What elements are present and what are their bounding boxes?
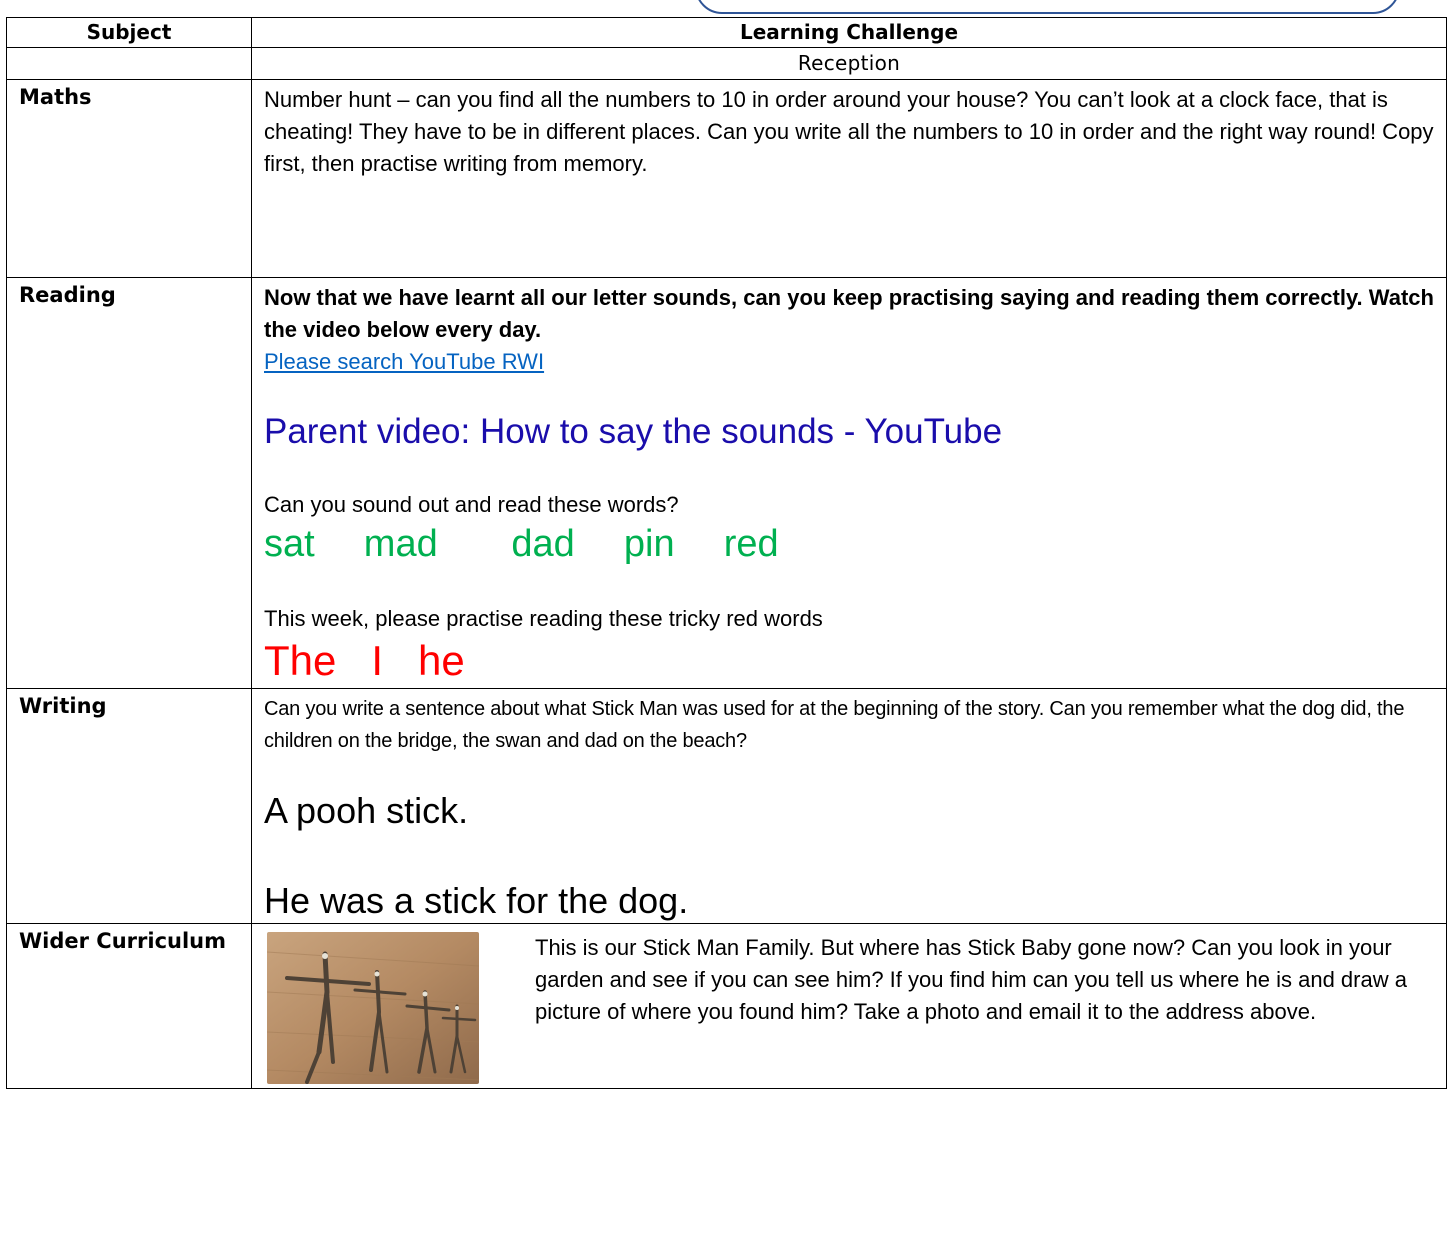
year-group-label: Reception xyxy=(252,48,1447,80)
subject-reading: Reading xyxy=(7,278,252,689)
table-row-writing xyxy=(7,689,1447,924)
writing-challenge-cell xyxy=(252,689,1447,924)
subject-maths: Maths xyxy=(7,80,252,278)
table-header-row xyxy=(7,18,1447,48)
green-words-list: sat mad dad pin red xyxy=(264,523,779,565)
sound-out-prompt: Can you sound out and read these words? xyxy=(264,492,679,517)
year-group-empty-cell xyxy=(7,48,252,80)
writing-example-1: A pooh stick. xyxy=(264,790,469,831)
table-row-maths xyxy=(7,80,1447,278)
reading-challenge-cell xyxy=(252,278,1447,689)
writing-prompt: Can you write a sentence about what Stick Man was used for at the beginning of the story. Can you remember what the dog did, the children on the bridge, the swan and dad on the beach? xyxy=(264,698,1405,752)
stick-man-family-photo xyxy=(267,932,479,1084)
subject-column-header: Subject xyxy=(7,18,252,48)
year-group-row xyxy=(7,48,1447,80)
red-words-list: The I he xyxy=(264,637,465,684)
wider-curriculum-cell xyxy=(252,924,1447,1089)
maths-challenge-text: Number hunt – can you find all the numbers to 10 in order around your house? You can’t look at a clock face, that is cheating! They have to be in different places. Can you write all the numbers to 10 in order and the right way round! Copy first, then practise writing from memory. xyxy=(252,80,1447,278)
youtube-search-link[interactable]: Please search YouTube RWI xyxy=(264,349,545,374)
table-row-wider-curriculum xyxy=(7,924,1447,1089)
wider-curriculum-text: This is our Stick Man Family. But where has Stick Baby gone now? Can you look in your garden and see if you can see him? If you find him can you tell us where he is and draw a picture of where you found him? Take a photo and email it to the address above. xyxy=(535,935,1407,1024)
challenge-column-header: Learning Challenge xyxy=(252,18,1447,48)
table-row-reading xyxy=(7,278,1447,689)
learning-challenge-table xyxy=(6,17,1447,1089)
tricky-words-prompt: This week, please practise reading these tricky red words xyxy=(264,606,823,631)
subject-wider-curriculum: Wider Curriculum xyxy=(7,924,252,1089)
reading-intro: Now that we have learnt all our letter sounds, can you keep practising saying and reading them correctly. Watch the video below every day. xyxy=(264,285,1434,342)
subject-writing: Writing xyxy=(7,689,252,924)
writing-example-2: He was a stick for the dog. xyxy=(264,880,689,921)
parent-video-link[interactable]: Parent video: How to say the sounds - YouTube xyxy=(264,412,1003,451)
header-banner-frame xyxy=(695,0,1400,14)
